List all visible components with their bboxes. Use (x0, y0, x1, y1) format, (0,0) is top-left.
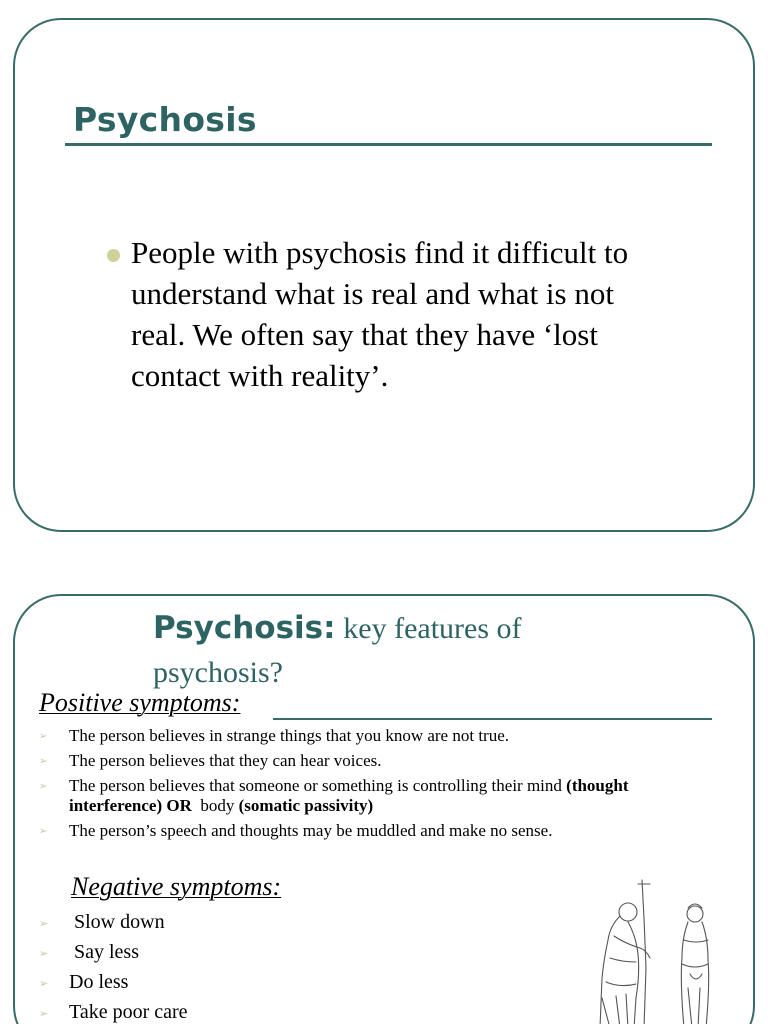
bullet-dot-icon (107, 249, 120, 262)
title-bold: Psychosis: (153, 610, 336, 646)
positive-symptoms-list (39, 726, 719, 846)
list-item: ➢ The person’s speech and thoughts may be muddled and make no sense. (39, 821, 553, 840)
arrow-right-icon: ➢ (39, 977, 49, 990)
two-figures-sketch-icon (580, 878, 730, 1024)
bullet-text: People with psychosis find it difficult to understand what is real and what is not real. We often say that they have ‘lost contact with reality’. (131, 235, 629, 393)
slide-2 (13, 594, 755, 1024)
positive-symptoms-heading: Positive symptoms: (39, 688, 241, 717)
arrow-right-icon: ➢ (39, 917, 49, 930)
arrow-right-icon: ➢ (39, 947, 49, 960)
negative-symptoms-list (39, 910, 339, 1024)
title-subtitle: key features of psychosis? (153, 612, 522, 689)
list-item: ➢ Slow down (39, 910, 339, 934)
arrow-right-icon: ➢ (39, 826, 48, 837)
arrow-right-icon: ➢ (39, 781, 48, 792)
arrow-right-icon: ➢ (39, 731, 48, 742)
title-underline (65, 143, 712, 146)
slide-title (153, 606, 623, 694)
negative-symptoms-heading: Negative symptoms: (71, 872, 282, 901)
list-item: ➢ Take poor care (39, 1000, 339, 1024)
list-item: ➢ The person believes that they can hear voices. (39, 751, 382, 770)
bullet-point (131, 232, 671, 396)
list-item: ➢ Do less (39, 970, 339, 994)
list-item: ➢ Say less (39, 940, 339, 964)
arrow-right-icon: ➢ (39, 756, 48, 767)
title-underline (273, 718, 712, 720)
list-item: ➢ The person believes that someone or something is controlling their mind (thought interference) OR body (somatic passivity) (39, 776, 629, 815)
list-item: ➢ The person believes in strange things that you know are not true. (39, 726, 509, 745)
slide-1 (13, 18, 755, 532)
arrow-right-icon: ➢ (39, 1007, 49, 1020)
slide-title: Psychosis (73, 100, 257, 139)
